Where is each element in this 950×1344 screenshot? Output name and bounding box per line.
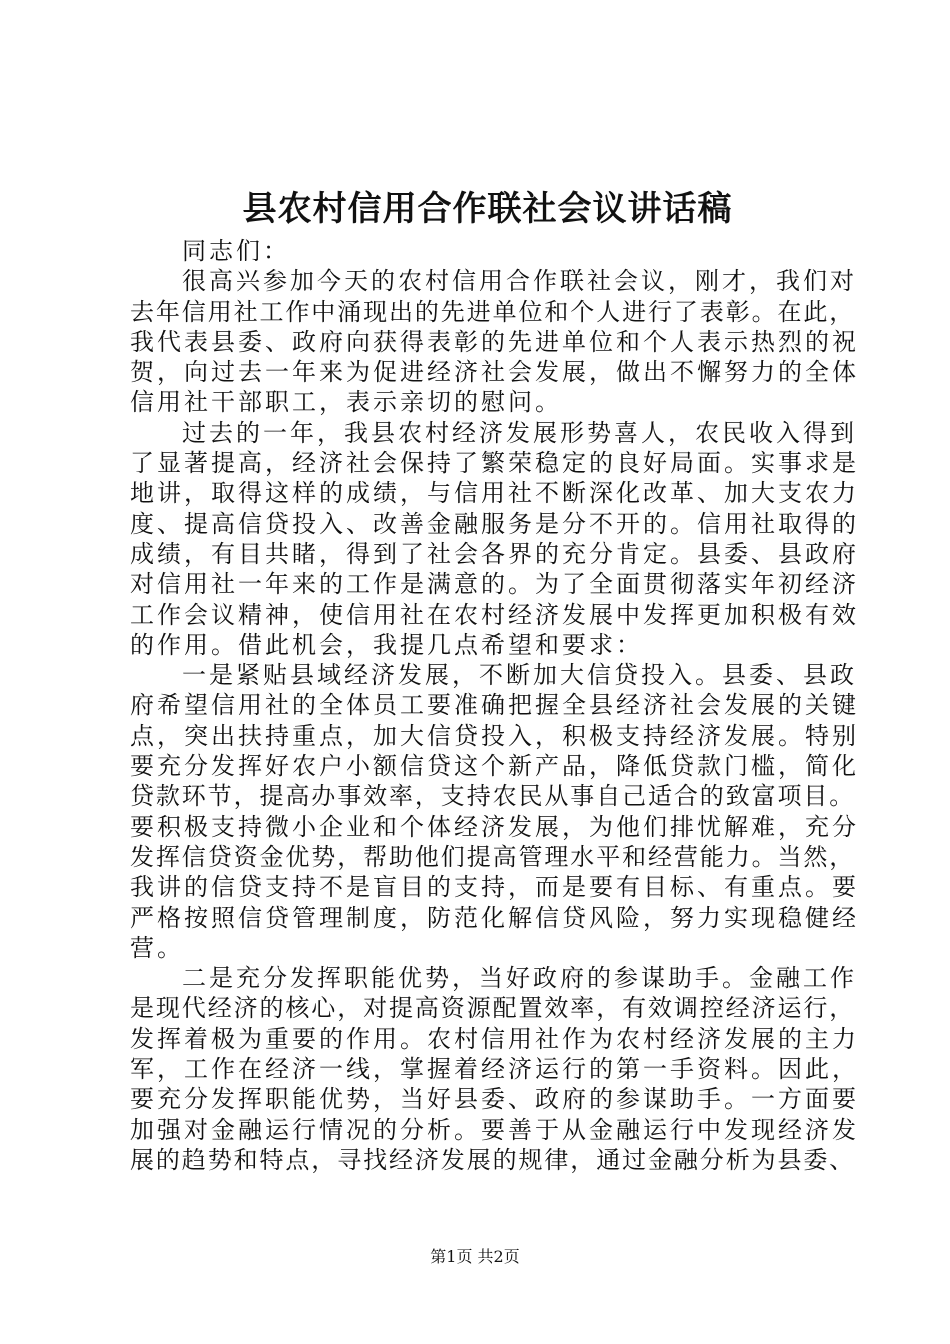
paragraph-line: 我代表县委、政府向获得表彰的先进单位和个人表示热烈的祝 <box>130 327 859 356</box>
paragraph-line: 度、提高信贷投入、改善金融服务是分不开的。信用社取得的 <box>130 509 859 538</box>
paragraph-line: 发挥着极为重要的作用。农村信用社作为农村经济发展的主力 <box>130 1024 859 1053</box>
paragraph-line: 军，工作在经济一线，掌握着经济运行的第一手资料。因此， <box>130 1055 859 1084</box>
paragraph-line: 过去的一年，我县农村经济发展形势喜人，农民收入得到 <box>182 418 857 447</box>
paragraph-line: 营。 <box>130 933 184 962</box>
paragraph-line: 府希望信用社的全体员工要准确把握全县经济社会发展的关键 <box>130 691 859 720</box>
paragraph-line: 要充分发挥好农户小额信贷这个新产品，降低贷款门槛，简化 <box>130 752 859 781</box>
paragraph-line: 的作用。借此机会，我提几点希望和要求： <box>130 630 643 659</box>
paragraph-line: 去年信用社工作中涌现出的先进单位和个人进行了表彰。在此， <box>130 297 856 326</box>
paragraph-line: 加强对金融运行情况的分析。要善于从金融运行中发现经济发 <box>130 1115 859 1144</box>
paragraph-line: 点，突出扶持重点，加大信贷投入，积极支持经济发展。特别 <box>130 721 859 750</box>
paragraph-line: 要积极支持微小企业和个体经济发展，为他们排忧解难，充分 <box>130 812 859 841</box>
paragraph-line: 很高兴参加今天的农村信用合作联社会议，刚才，我们对 <box>182 267 857 296</box>
paragraph-line: 成绩，有目共睹，得到了社会各界的充分肯定。县委、县政府 <box>130 539 859 568</box>
paragraph-line: 了显著提高，经济社会保持了繁荣稳定的良好局面。实事求是 <box>130 449 859 478</box>
document-title: 县农村信用合作联社会议讲话稿 <box>242 189 733 229</box>
paragraph-line: 工作会议精神，使信用社在农村经济发展中发挥更加积极有效 <box>130 600 859 629</box>
paragraph-line: 贷款环节，提高办事效率，支持农民从事自己适合的致富项目。 <box>130 782 856 811</box>
paragraph-line: 我讲的信贷支持不是盲目的支持，而是要有目标、有重点。要 <box>130 873 859 902</box>
paragraph-line: 信用社干部职工，表示亲切的慰问。 <box>130 388 562 417</box>
paragraph-line: 严格按照信贷管理制度，防范化解信贷风险，努力实现稳健经 <box>130 903 859 932</box>
paragraph-line: 是现代经济的核心，对提高资源配置效率，有效调控经济运行， <box>130 994 856 1023</box>
paragraph-line: 要充分发挥职能优势，当好县委、政府的参谋助手。一方面要 <box>130 1085 859 1114</box>
salutation-line: 同志们： <box>182 237 290 265</box>
paragraph-line: 地讲，取得这样的成绩，与信用社不断深化改革、加大支农力 <box>130 479 859 508</box>
paragraph-line: 贺，向过去一年来为促进经济社会发展，做出不懈努力的全体 <box>130 358 859 387</box>
paragraph-line: 展的趋势和特点，寻找经济发展的规律，通过金融分析为县委、 <box>130 1145 856 1174</box>
paragraph-line: 发挥信贷资金优势，帮助他们提高管理水平和经营能力。当然， <box>130 842 856 871</box>
paragraph-line: 对信用社一年来的工作是满意的。为了全面贯彻落实年初经济 <box>130 570 859 599</box>
document-body <box>130 236 859 1175</box>
paragraph-line: 一是紧贴县域经济发展，不断加大信贷投入。县委、县政 <box>182 661 857 690</box>
paragraph-line: 二是充分发挥职能优势，当好政府的参谋助手。金融工作 <box>182 964 857 993</box>
page-footer: 第1页 共2页 <box>430 1247 520 1266</box>
